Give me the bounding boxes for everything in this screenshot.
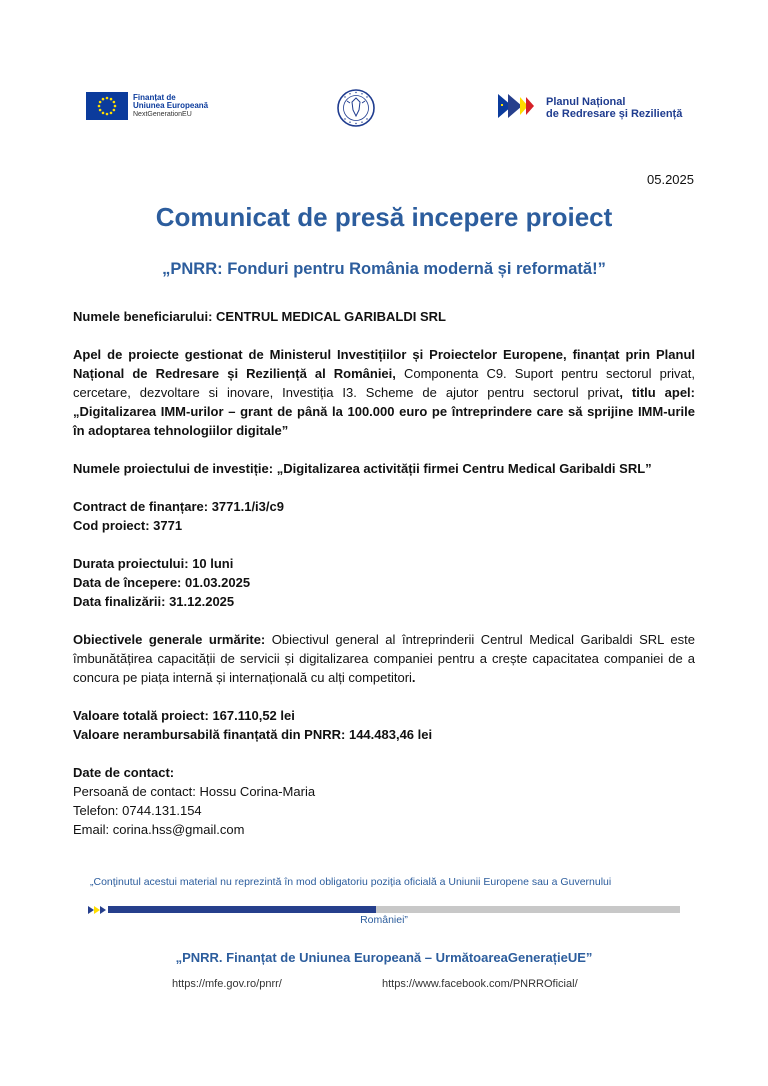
- project-name-label: Numele proiectului de investiție:: [73, 461, 277, 476]
- header-logos: [0, 86, 768, 130]
- pnrr-logo-line2: de Redresare și Reziliență: [546, 107, 683, 120]
- pnrr-logo-line1: Planul Național: [546, 95, 626, 108]
- call-part2: Componenta C9. Suport pentru sectorul privat, cercetare, dezvoltare si inovare, Investiția I3. Scheme de ajutor pentru sectorul privat: [73, 366, 695, 400]
- total-value-label: Valoare totală proiect:: [73, 708, 213, 723]
- duration-label: Durata proiectului:: [73, 556, 193, 571]
- beneficiary-line: [73, 307, 695, 326]
- press-release-body: [73, 307, 695, 839]
- pnrr-flag-icon: [498, 94, 542, 123]
- contract-value: 3771.1/i3/c9: [211, 499, 284, 514]
- contract-label: Contract de finanțare:: [73, 499, 212, 514]
- grant-value-line: [73, 725, 695, 744]
- pnrr-logo: [498, 94, 682, 123]
- document-date: 05.2025: [647, 172, 694, 187]
- duration-line: [73, 554, 695, 573]
- eu-logo-line2: Uniunea Europeană: [133, 101, 209, 111]
- start-date-line: [73, 573, 695, 592]
- eu-flag-icon: [86, 92, 128, 120]
- page-subtitle: „PNRR: Fonduri pentru România modernă și reformată!”: [162, 260, 606, 278]
- beneficiary-label: Numele beneficiarului:: [73, 309, 217, 324]
- call-part3: , titlu apel: „Digitalizarea IMM-urilor – grant de până la 100.000 euro pe întreprindere care să sprijine IMM-urile în adoptarea tehnologiilor digitale”: [73, 385, 695, 438]
- beneficiary-value: CENTRUL MEDICAL GARIBALDI SRL: [216, 309, 446, 324]
- code-value: 3771: [153, 518, 183, 533]
- duration-value: 10 luni: [192, 556, 234, 571]
- end-date-line: [73, 592, 695, 611]
- total-value-amount: 167.110,52 lei: [212, 708, 295, 723]
- end-date-value: 31.12.2025: [169, 594, 235, 609]
- bar-blue-segment: [108, 906, 376, 913]
- bar-grey-segment: [376, 906, 680, 913]
- disclaimer-line2: României”: [360, 914, 408, 926]
- project-name-value: „Digitalizarea activității firmei Centru Medical Garibaldi SRL”: [276, 461, 652, 476]
- objectives-paragraph: [73, 630, 695, 687]
- project-name-line: [73, 459, 695, 478]
- grant-value-amount: 144.483,46 lei: [348, 727, 433, 742]
- objectives-label: Obiectivele generale urmărite:: [73, 632, 266, 647]
- contact-email: Email: corina.hss@gmail.com: [73, 822, 245, 837]
- eu-funding-logo: [86, 92, 208, 120]
- footer-title: „PNRR. Finanțat de Uniunea Europeană – UrmătoareaGenerațieUE”: [175, 950, 593, 965]
- objectives-end: .: [411, 670, 416, 685]
- contact-heading: Date de contact:: [73, 765, 175, 780]
- start-date-label: Data de începere:: [73, 575, 185, 590]
- page-title: Comunicat de presă incepere proiect: [155, 202, 613, 232]
- contact-phone: Telefon: 0744.131.154: [73, 803, 202, 818]
- call-part1: Apel de proiecte gestionat de Ministerul Investițiilor și Proiectelor Europene, finanțat prin Planul Național de Redresare și Reziliență al României,: [73, 347, 695, 381]
- mfe-link[interactable]: https://mfe.gov.ro/pnrr/: [172, 978, 282, 990]
- total-value-line: [73, 706, 695, 725]
- facebook-link[interactable]: https://www.facebook.com/PNRROficial/: [382, 978, 578, 990]
- call-paragraph: [73, 345, 695, 440]
- end-date-label: Data finalizării:: [73, 594, 170, 609]
- contact-person: Persoană de contact: Hossu Corina-Maria: [73, 784, 316, 799]
- government-seal-icon: [336, 88, 376, 128]
- objectives-text: Obiectivul general al întreprinderii Centrul Medical Garibaldi SRL este îmbunătățirea capacității de servicii și digitalizarea companiei pentru a crește capacitatea companiei de a concura pe piața internă și internațională cu alți competitori: [73, 632, 695, 685]
- eu-logo-line1: Finanțat de: [133, 92, 176, 102]
- contract-line: [73, 497, 695, 516]
- code-label: Cod proiect:: [73, 518, 154, 533]
- start-date-value: 01.03.2025: [185, 575, 251, 590]
- code-line: [73, 516, 695, 535]
- eu-logo-line3: NextGenerationEU: [133, 110, 192, 118]
- grant-value-label: Valoare nerambursabilă finanțată din PNRR:: [73, 727, 349, 742]
- disclaimer-line1: „Conţinutul acestui material nu reprezintă în mod obligatoriu poziția oficială a Uniunii Europene sau a Guvernului: [90, 876, 612, 888]
